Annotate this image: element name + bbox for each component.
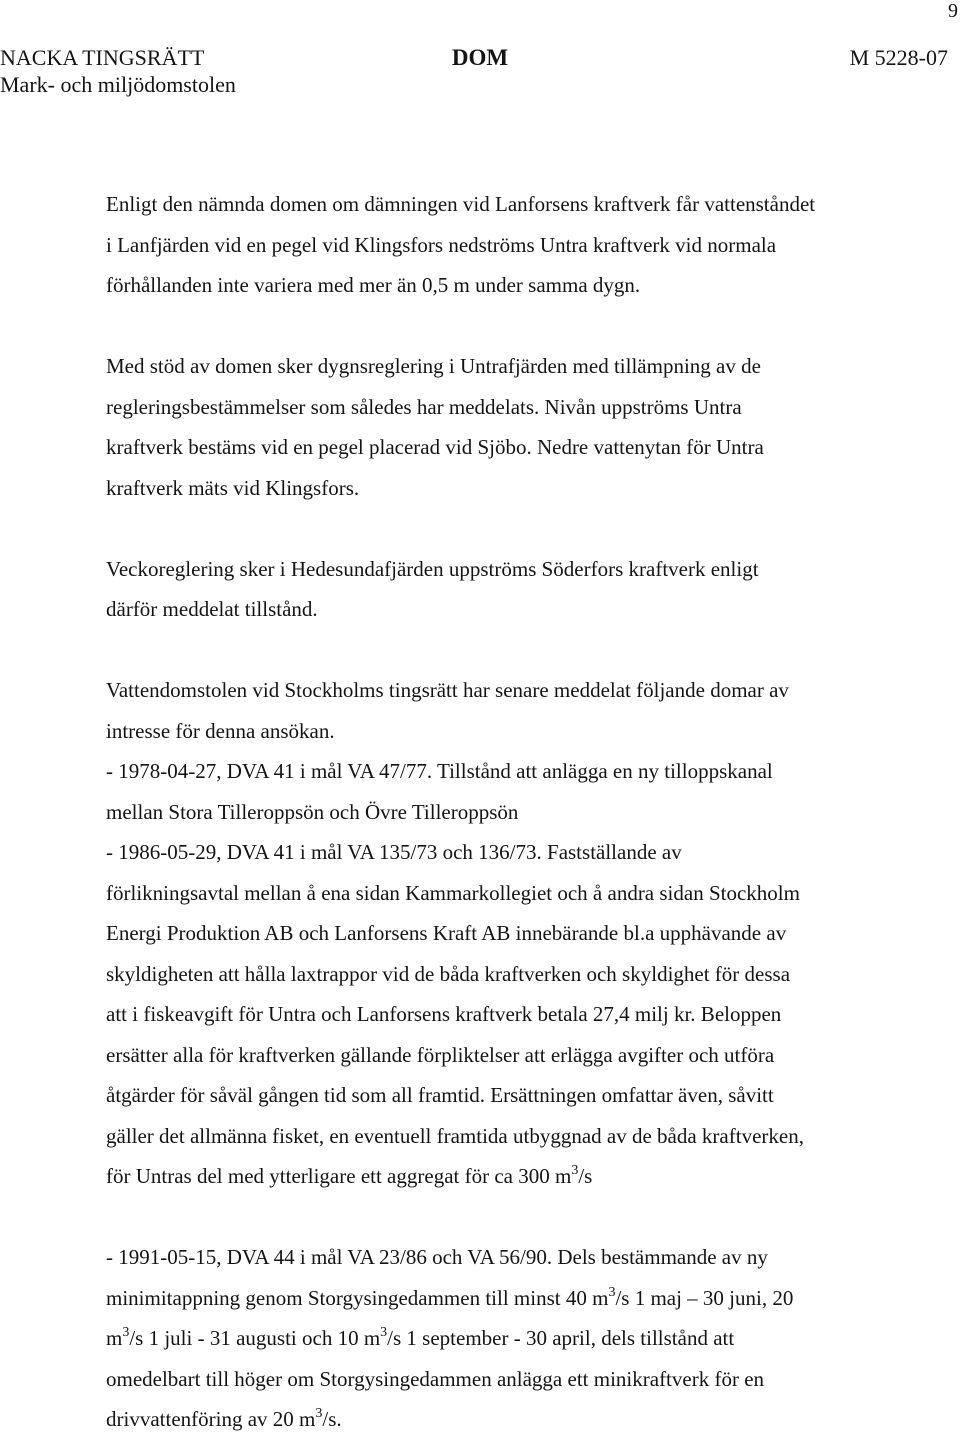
text-line: förhållanden inte variera med mer än 0,5 m under samma dygn. [106,273,641,297]
text-fragment: /s [578,1164,593,1188]
text-fragment: drivvattenföring av 20 m [106,1407,316,1431]
text-line [106,1318,906,1359]
text-fragment: /s. [322,1407,342,1431]
ruling-1986: - 1986-05-29, DVA 41 i mål VA 135/73 och 136/73. Fastställande av [106,840,682,864]
text-fragment: /s 1 maj – 30 juni, 20 [615,1285,794,1310]
text-fragment: /s 1 juli - 31 augusti och 10 m [129,1326,381,1350]
text-fragment: m [106,1326,123,1350]
text-line: gäller det allmänna fisket, en eventuell framtida utbyggnad av de båda kraftverken, [106,1123,804,1148]
superscript: 3 [571,1163,579,1178]
text-line: skyldigheten att hålla laxtrappor vid de båda kraftverken och skyldighet för dessa [106,961,791,986]
text-fragment: minimitappning genom Storgysingedammen till minst 40 m [106,1285,609,1310]
text-line [106,1156,906,1197]
text-line: Med stöd av domen sker dygnsreglering i Untrafjärden med tillämpning av de [106,354,761,378]
text-line: mellan Stora Tilleroppsön och Övre Tilleroppsön [106,799,519,824]
superscript: 3 [380,1325,388,1340]
superscript: 3 [122,1325,130,1340]
text-line: Veckoreglering sker i Hedesundafjärden uppströms Söderfors kraftverk enligt [106,556,759,581]
text-line: åtgärder för såväl gången tid som all framtid. Ersättningen omfattar även, såvitt [106,1083,774,1107]
case-number: M 5228-07 [849,45,948,70]
text-fragment: /s 1 september - 30 april, dels tillstånd att [387,1326,735,1350]
document-body [106,184,906,1440]
paragraph-ruling-1991 [106,1237,906,1440]
court-division: Mark- och miljödomstolen [0,72,236,97]
text-line: Vattendomstolen vid Stockholms tingsrätt har senare meddelat följande domar av [106,678,789,702]
text-line: omedelbart till höger om Storgysingedammen anlägga ett minikraftverk för en [106,1366,765,1391]
text-line [106,1399,906,1440]
text-line: Enligt den nämnda domen om dämningen vid Lanforsens kraftverk får vattenståndet [106,192,816,216]
ruling-1991: - 1991-05-15, DVA 44 i mål VA 23/86 och VA 56/90. Dels bestämmande av ny [106,1245,768,1269]
text-line: i Lanfjärden vid en pegel vid Klingsfors nedströms Untra kraftverk vid normala [106,232,777,257]
court-name: NACKA TINGSRÄTT [0,45,205,70]
text-line: regleringsbestämmelser som således har meddelats. Nivån uppströms Untra [106,394,742,419]
page-number: 9 [948,0,958,22]
paragraph-dam-regulation [106,184,906,306]
paragraph-court-rulings [106,670,906,1197]
text-line: att i fiskeavgift för Untra och Lanforsens kraftverk betala 27,4 milj kr. Beloppen [106,1002,782,1026]
paragraph-weekly-regulation [106,549,906,630]
text-line: kraftverk bestäms vid en pegel placerad vid Sjöbo. Nedre vattenytan för Untra [106,435,764,459]
text-line [106,1278,906,1319]
text-line: ersätter alla för kraftverken gällande förpliktelser att erlägga avgifter och utföra [106,1042,775,1067]
ruling-1978: - 1978-04-27, DVA 41 i mål VA 47/77. Tillstånd att anlägga en ny tilloppskanal [106,759,773,783]
paragraph-daily-regulation [106,346,906,508]
superscript: 3 [608,1284,616,1300]
document-type: DOM [451,45,509,70]
text-line: därför meddelat tillstånd. [106,597,318,621]
text-line: Energi Produktion AB och Lanforsens Kraft AB innebärande bl.a upphävande av [106,921,787,945]
text-line: intresse för denna ansökan. [106,718,335,743]
text-line: förlikningsavtal mellan å ena sidan Kammarkollegiet och å andra sidan Stockholm [106,880,800,905]
text-fragment: för Untras del med ytterligare ett aggregat för ca 300 m [106,1164,572,1188]
text-line: kraftverk mäts vid Klingsfors. [106,475,360,500]
superscript: 3 [315,1406,323,1421]
